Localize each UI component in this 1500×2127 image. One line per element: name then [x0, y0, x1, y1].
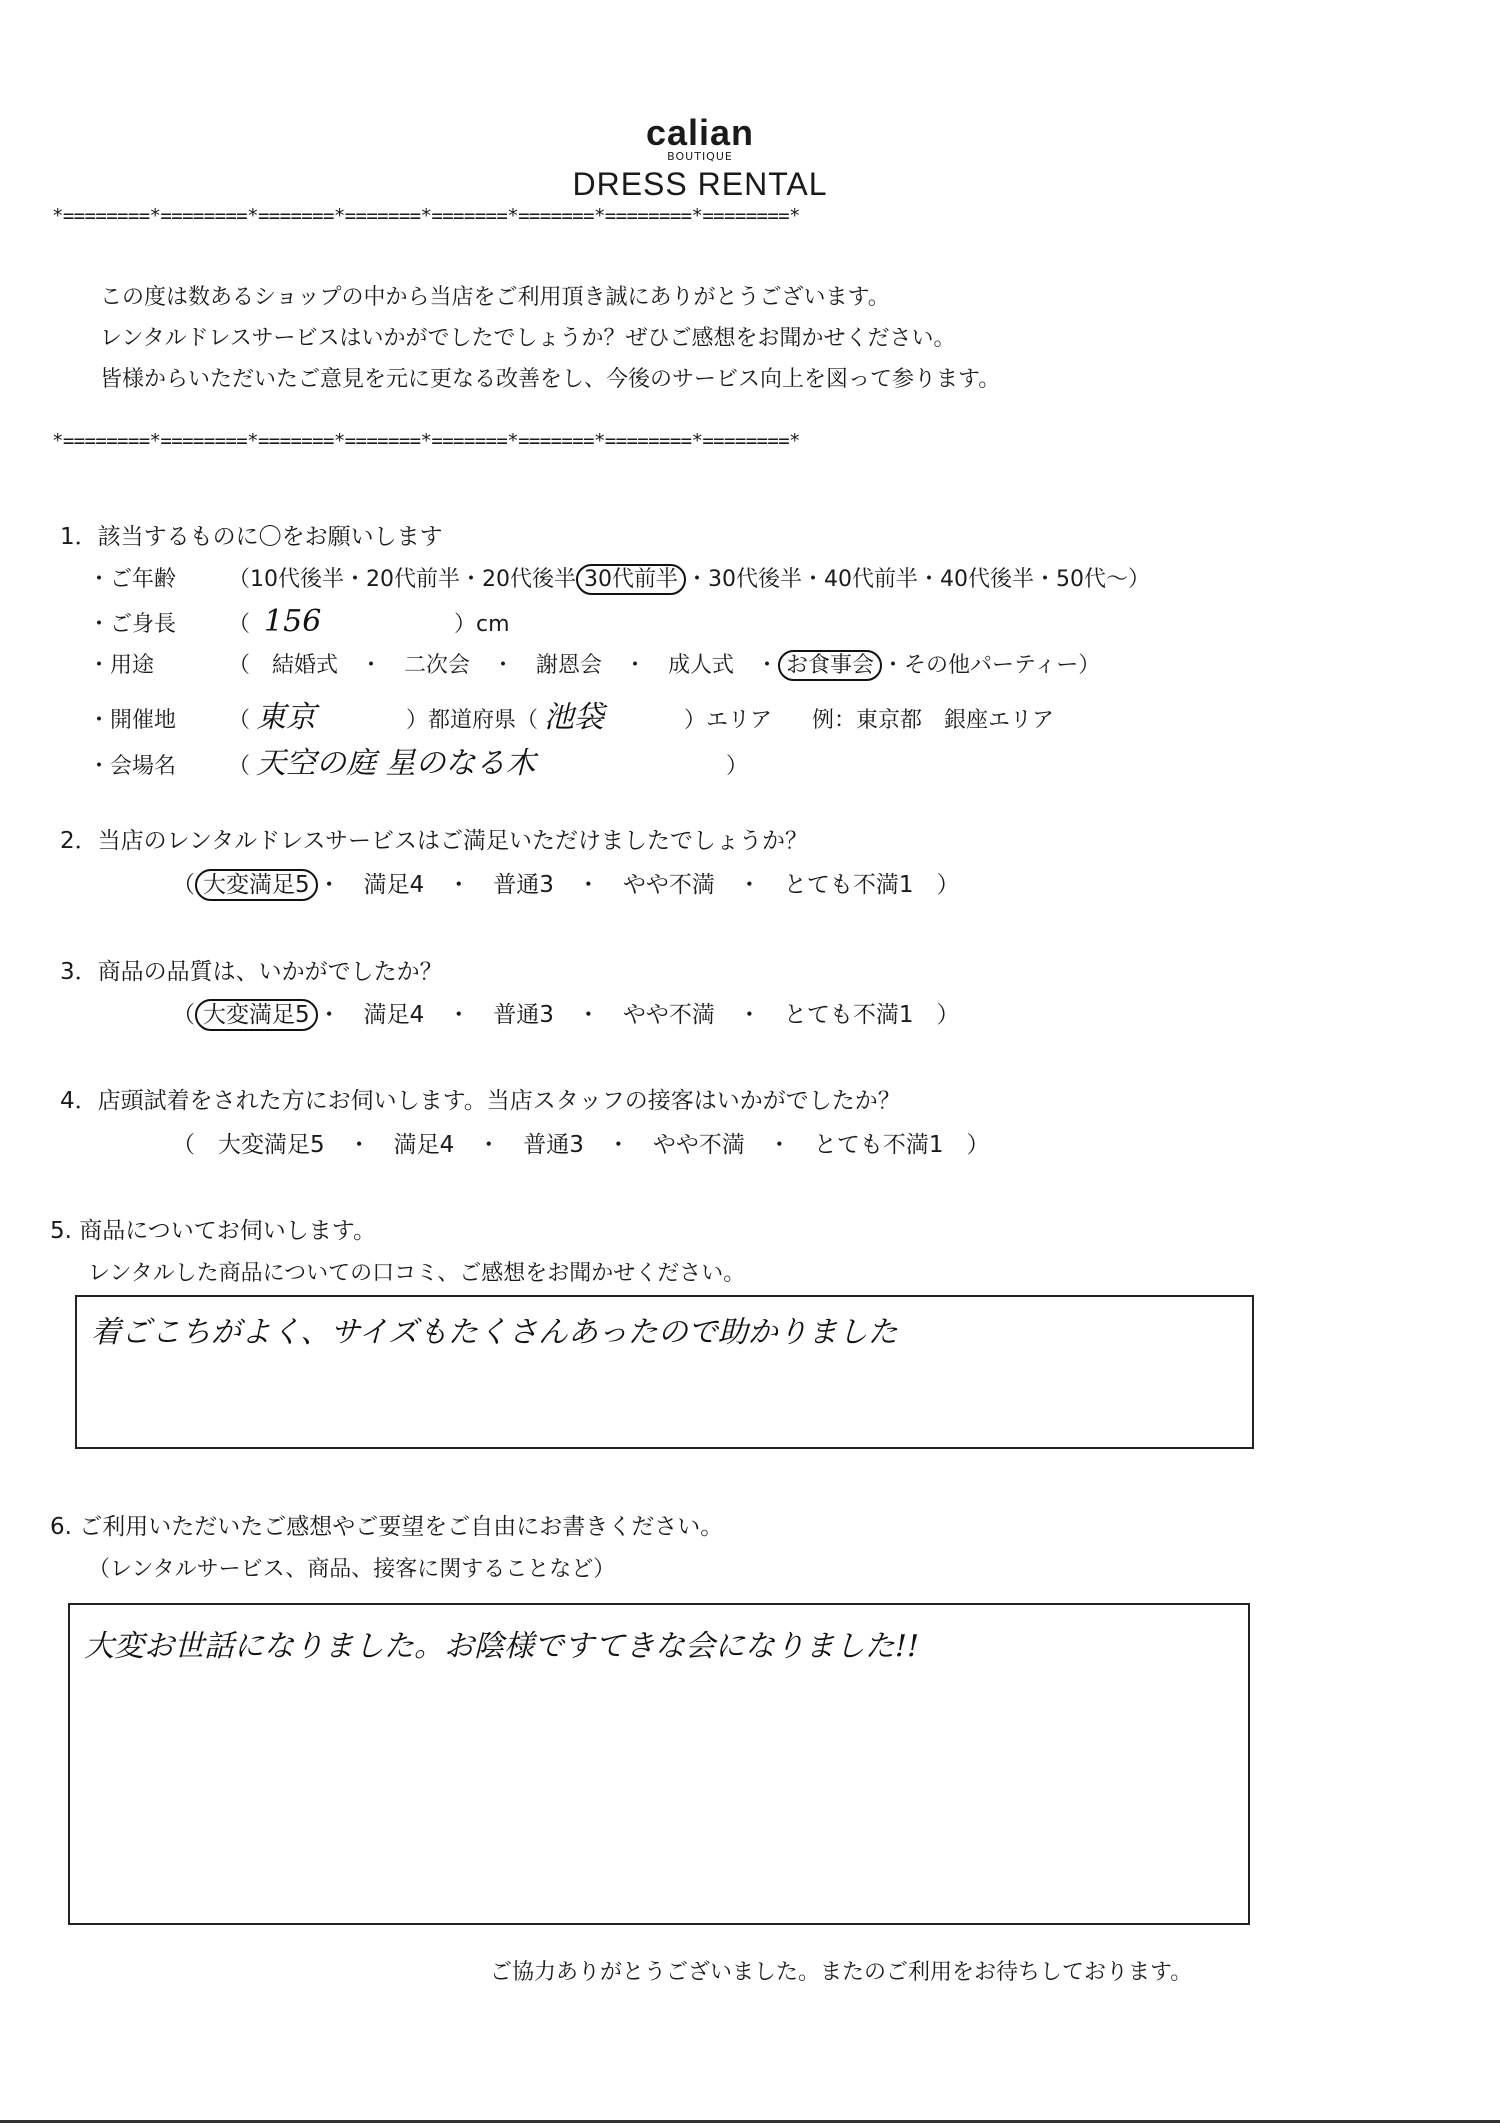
q5-sublabel: レンタルした商品についての口コミ、ご感想をお聞かせください。 — [88, 1261, 746, 1286]
q5-label: 5. 商品についてお伺いします。 — [50, 1218, 376, 1244]
q6-answer-box — [68, 1603, 1250, 1925]
q6-sublabel: （レンタルサービス、商品、接客に関することなど） — [88, 1557, 616, 1582]
prefecture-value: 東京 — [256, 700, 317, 735]
q2-open: （ — [172, 872, 195, 898]
q3-label: 3．商品の品質は、いかがでしたか？ — [60, 959, 443, 985]
area-value: 池袋 — [544, 700, 605, 735]
divider-bottom: *========*========*=======*=======*=======*=======*========*========* — [52, 430, 800, 452]
divider-top: *========*========*=======*=======*=======*=======*========*========* — [52, 205, 800, 227]
venue-area-open: （ — [228, 708, 251, 733]
footer-thanks: ご協力ありがとうございました。またのご利用をお待ちしております。 — [490, 1960, 1193, 1985]
q1-age-row — [88, 562, 1150, 593]
q4-label: 4．店頭試着をされた方にお伺いします。当店スタッフの接客はいかがでしたか？ — [60, 1088, 901, 1114]
q1-purpose-row — [88, 648, 1100, 679]
area-suffix: ）エリア — [684, 708, 773, 733]
brand-logo: calian — [645, 112, 755, 153]
venue-name-close: ） — [726, 754, 749, 779]
q6-label: 6. ご利用いただいたご感想やご要望をご自由にお書きください。 — [50, 1514, 724, 1540]
q2-selected-option: 大変満足5 — [195, 869, 318, 901]
bottom-rule — [0, 2120, 1500, 2123]
q3-open: （ — [172, 1002, 195, 1028]
q3-selected-option: 大変満足5 — [195, 999, 318, 1031]
q3-options — [172, 996, 960, 1029]
intro-line-3: 皆様からいただいたご意見を元に更なる改善をし、今後のサービス向上を図って参ります。 — [100, 367, 1001, 392]
age-selected-option: 30代前半 — [576, 564, 686, 595]
height-open: （ — [228, 612, 251, 637]
q1-label: 1．該当するものに〇をお願いします — [60, 524, 443, 550]
intro-line-1: この度は数あるショップの中から当店をご利用頂き誠にありがとうございます。 — [100, 285, 890, 310]
q2-options — [172, 866, 960, 899]
age-open: （ — [228, 567, 251, 592]
brand-subtitle: BOUTIQUE — [667, 150, 733, 163]
q1-venue-name-row — [88, 738, 748, 782]
form-title: DRESS RENTAL — [572, 166, 828, 202]
venue-name-label: ・会場名 — [88, 754, 177, 779]
prefecture-suffix: ）都道府県（ — [406, 708, 539, 733]
intro-line-2: レンタルドレスサービスはいかがでしたでしょうか？ぜひご感想をお聞かせください。 — [100, 326, 956, 351]
height-label: ・ご身長 — [88, 612, 177, 637]
q3-other-options: ・ 満足4 ・ 普通3 ・ やや不満 ・ とても不満1 ） — [317, 1002, 960, 1028]
venue-area-label: ・開催地 — [88, 708, 177, 733]
height-value: 156 — [264, 604, 322, 639]
q5-answer-text: 着ごこちがよく、サイズもたくさんあったので助かりました — [91, 1315, 898, 1350]
q1-height-row — [88, 604, 510, 639]
purpose-label: ・用途 — [88, 653, 155, 678]
age-options-before: 10代後半・20代前半・20代後半 — [250, 567, 576, 592]
q2-other-options: ・ 満足4 ・ 普通3 ・ やや不満 ・ とても不満1 ） — [317, 872, 960, 898]
q4-options: （ 大変満足5 ・ 満足4 ・ 普通3 ・ やや不満 ・ とても不満1 ） — [172, 1132, 990, 1158]
q1-venue-area-row — [88, 692, 1054, 736]
height-unit: ）cm — [454, 612, 510, 637]
area-example: 例：東京都 銀座エリア — [812, 708, 1055, 733]
venue-name-value: 天空の庭 星のなる木 — [256, 746, 536, 781]
q6-answer-text: 大変お世話になりました。お陰様ですてきな会になりました!! — [84, 1629, 920, 1664]
venue-name-open: （ — [228, 754, 251, 779]
q2-label: 2．当店のレンタルドレスサービスはご満足いただけましたでしょうか？ — [60, 828, 808, 854]
purpose-selected-option: お食事会 — [778, 650, 882, 681]
purpose-options-after: ・その他パーティー） — [882, 653, 1101, 678]
age-options-after: ・30代後半・40代前半・40代後半・50代～） — [686, 567, 1150, 592]
purpose-options-before: （ 結婚式 ・ 二次会 ・ 謝恩会 ・ 成人式 ・ — [228, 653, 779, 678]
q5-answer-box — [75, 1295, 1254, 1449]
age-label: ・ご年齢 — [88, 567, 177, 592]
